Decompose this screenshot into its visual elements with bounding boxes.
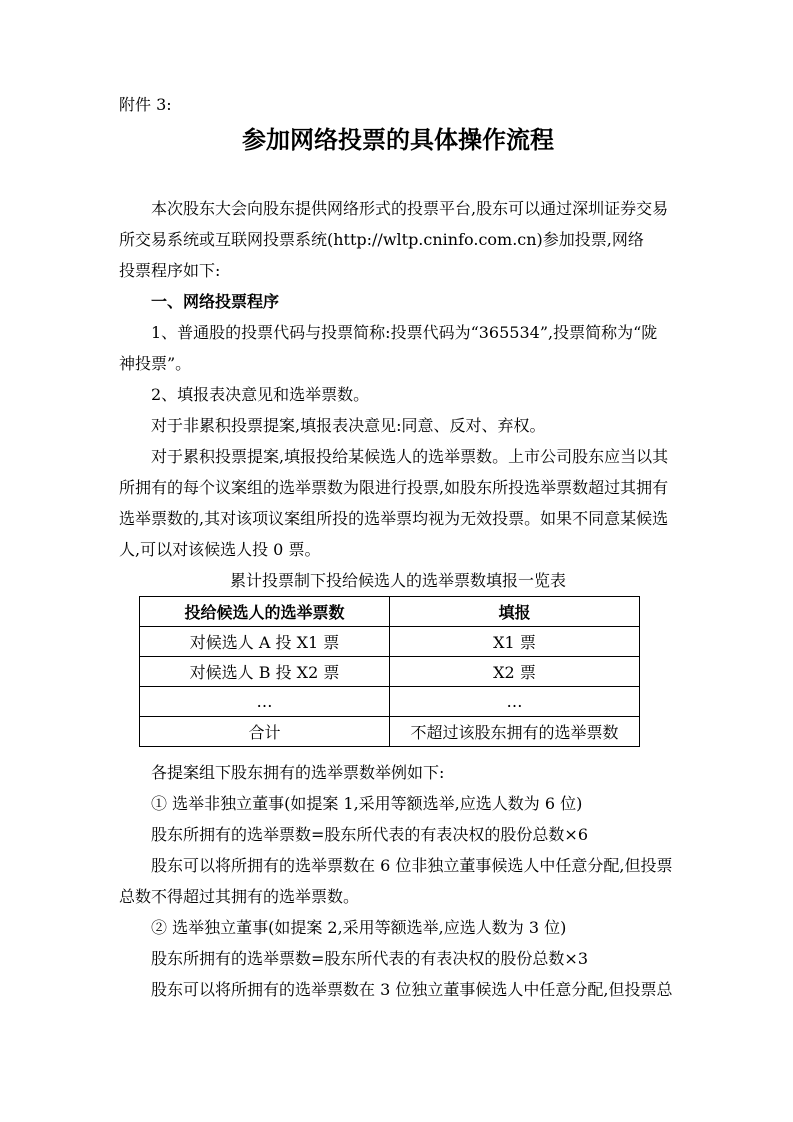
table-cell: … bbox=[390, 687, 640, 717]
table-cell: 对候选人 B 投 X2 票 bbox=[140, 657, 390, 687]
table-cell: 不超过该股东拥有的选举票数 bbox=[390, 717, 640, 747]
paragraph bbox=[119, 788, 677, 819]
text-line: 所交易系统或互联网投票系统(http://wltp.cninfo.com.cn)参加投票,网络 bbox=[119, 230, 644, 249]
paragraph bbox=[119, 441, 677, 565]
paragraphs-before-table bbox=[119, 193, 677, 565]
text-line: 各提案组下股东拥有的选举票数举例如下: bbox=[151, 763, 445, 782]
paragraph bbox=[119, 193, 677, 286]
text-line: 1、普通股的投票代码与投票简称:投票代码为“365534”,投票简称为“陇 bbox=[151, 323, 658, 342]
table-row bbox=[140, 657, 640, 687]
paragraph bbox=[119, 850, 677, 912]
text-line: ① 选举非独立董事(如提案 1,采用等额选举,应选人数为 6 位) bbox=[151, 794, 583, 813]
document-title: 参加网络投票的具体操作流程 bbox=[242, 125, 554, 154]
text-line: 股东可以将所拥有的选举票数在 3 位独立董事候选人中任意分配,但投票总 bbox=[151, 980, 673, 999]
table-row bbox=[140, 687, 640, 717]
document-content bbox=[119, 90, 677, 1005]
vote-table-body bbox=[140, 627, 640, 747]
text-line: 对于累积投票提案,填报投给某候选人的选举票数。上市公司股东应当以其 bbox=[151, 447, 669, 466]
vote-table bbox=[139, 596, 640, 747]
table-cell: … bbox=[140, 687, 390, 717]
text-line: 股东所拥有的选举票数=股东所代表的有表决权的股份总数×3 bbox=[151, 949, 588, 968]
paragraph bbox=[119, 410, 677, 441]
text-line: 选举票数的,其对该项议案组所投的选举票均视为无效投票。如果不同意某候选 bbox=[119, 509, 669, 528]
attachment-label: 附件 3: bbox=[119, 95, 172, 114]
paragraph bbox=[119, 974, 677, 1005]
text-line: 股东所拥有的选举票数=股东所代表的有表决权的股份总数×6 bbox=[151, 825, 588, 844]
text-line: 总数不得超过其拥有的选举票数。 bbox=[119, 887, 360, 906]
paragraph bbox=[119, 819, 677, 850]
paragraph bbox=[119, 757, 677, 788]
text-line: 股东可以将所拥有的选举票数在 6 位非独立董事候选人中任意分配,但投票 bbox=[151, 856, 673, 875]
section-heading bbox=[119, 286, 677, 317]
text-line: 所拥有的每个议案组的选举票数为限进行投票,如股东所投选举票数超过其拥有 bbox=[119, 478, 669, 497]
paragraph bbox=[119, 379, 677, 410]
text-line: 本次股东大会向股东提供网络形式的投票平台,股东可以通过深圳证券交易 bbox=[151, 199, 669, 218]
paragraph bbox=[119, 317, 677, 379]
table-caption: 累计投票制下投给候选人的选举票数填报一览表 bbox=[229, 571, 566, 590]
table-header-cell: 投给候选人的选举票数 bbox=[140, 597, 390, 627]
table-row bbox=[140, 717, 640, 747]
paragraphs-after-table bbox=[119, 757, 677, 1005]
text-line: 神投票”。 bbox=[119, 354, 192, 373]
vote-table-head bbox=[140, 597, 640, 627]
table-cell: 合计 bbox=[140, 717, 390, 747]
text-line: ② 选举独立董事(如提案 2,采用等额选举,应选人数为 3 位) bbox=[151, 918, 567, 937]
text-line: 投票程序如下: bbox=[119, 261, 221, 280]
text-line: 人,可以对该候选人投 0 票。 bbox=[119, 540, 321, 559]
table-header-row bbox=[140, 597, 640, 627]
table-cell: 对候选人 A 投 X1 票 bbox=[140, 627, 390, 657]
table-row bbox=[140, 627, 640, 657]
table-header-cell: 填报 bbox=[390, 597, 640, 627]
text-line: 对于非累积投票提案,填报表决意见:同意、反对、弃权。 bbox=[151, 416, 546, 435]
paragraph bbox=[119, 943, 677, 974]
table-cell: X1 票 bbox=[390, 627, 640, 657]
paragraph bbox=[119, 912, 677, 943]
text-line: 2、填报表决意见和选举票数。 bbox=[151, 385, 370, 404]
table-cell: X2 票 bbox=[390, 657, 640, 687]
text-line: 一、网络投票程序 bbox=[151, 292, 280, 311]
